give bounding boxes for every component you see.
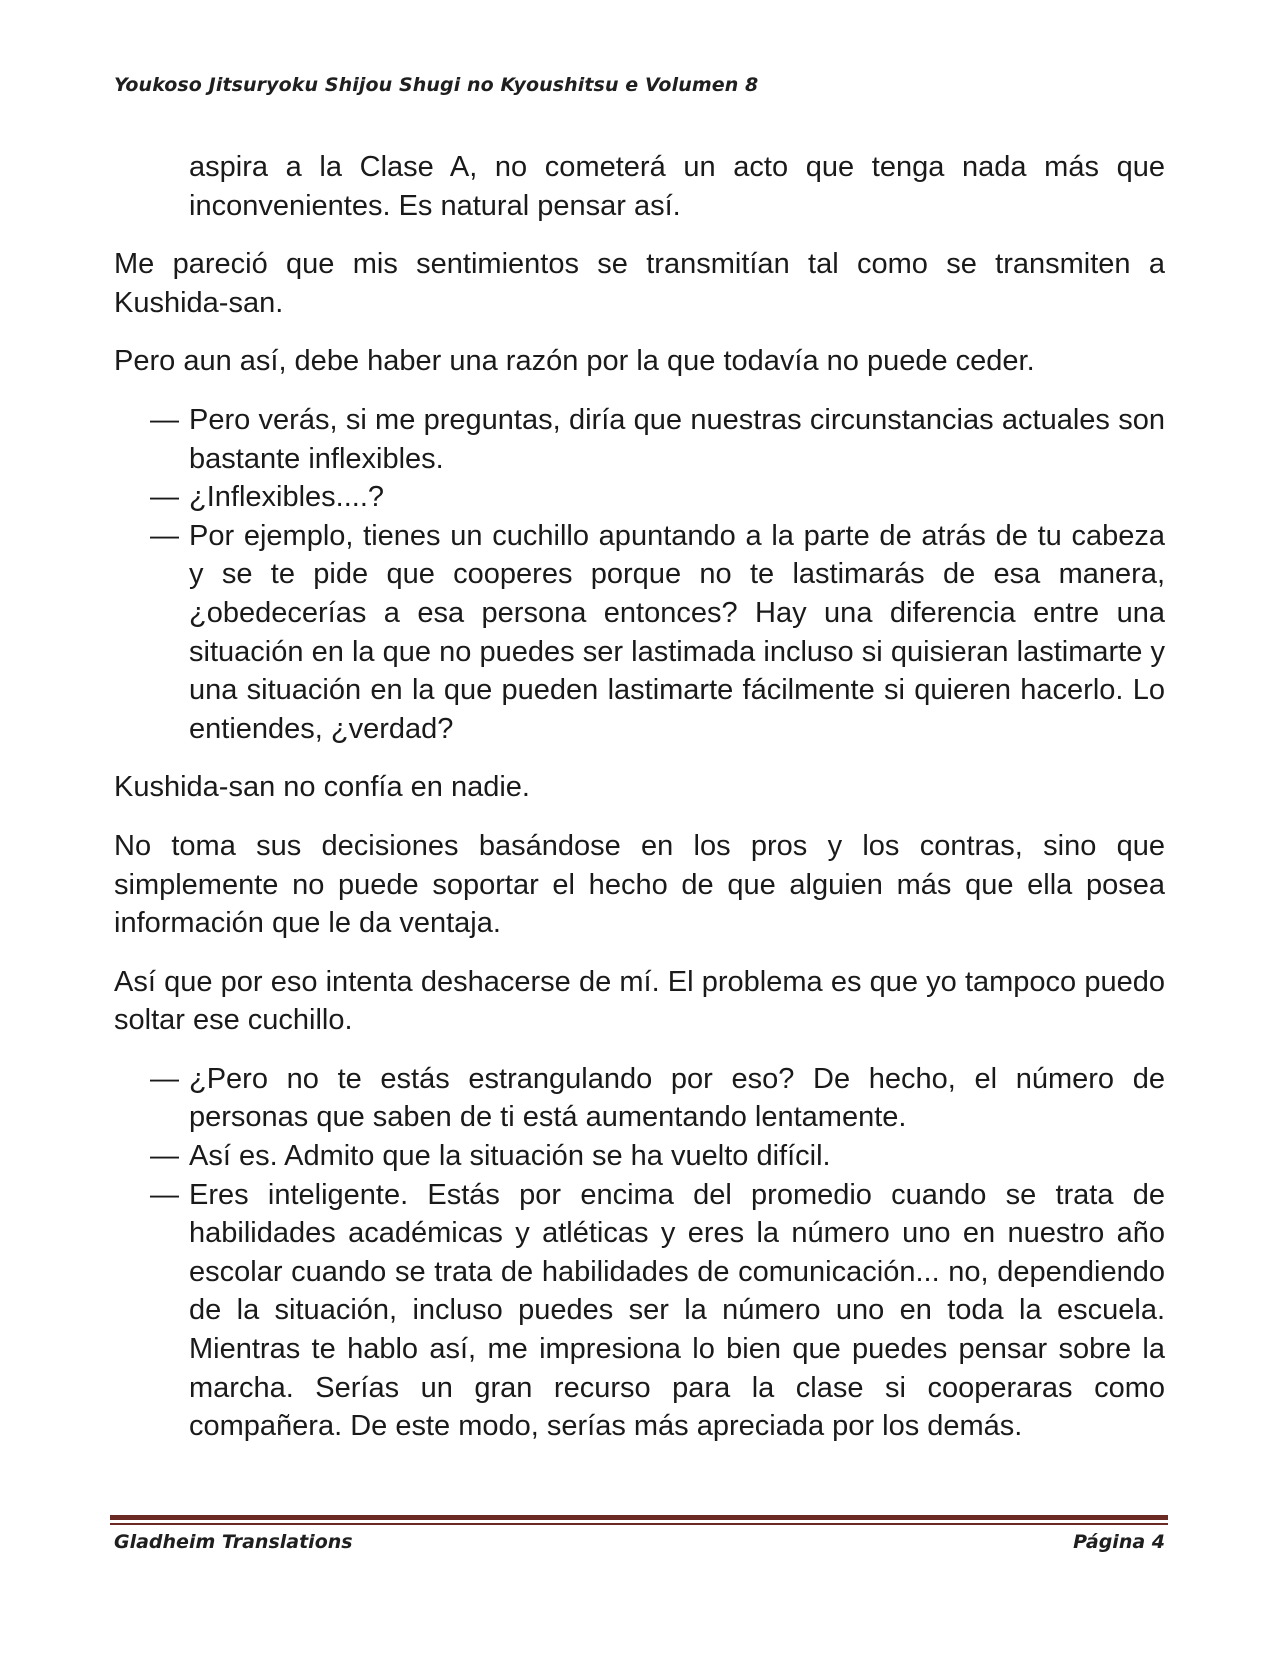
dialogue-text: Eres inteligente. Estás por encima del promedio cuando se trata de habilidades académicas y atléticas y eres la número uno en nuestro año escolar cuando se trata de habilidades de comunicación... no, dependiendo de la situación, incluso puedes ser la número uno en toda la escuela. Mientras te hablo así, me impresiona lo bien que puedes pensar sobre la marcha. Serías un gran recurso para la clase si cooperaras como compañera. De este modo, serías más apreciada por los demás. [189, 1178, 1165, 1443]
paragraph: Pero aun así, debe haber una razón por la que todavía no puede ceder. [114, 345, 1035, 378]
paragraph: Así que por eso intenta deshacerse de mí. El problema es que yo tampoco puedo soltar ese cuchillo. [114, 965, 1165, 1037]
dialogue-dash: — [150, 403, 179, 436]
dialogue-text: Así es. Admito que la situación se ha vuelto difícil. [189, 1140, 831, 1173]
dialogue-line [114, 517, 1165, 749]
dialogue-dash: — [150, 481, 179, 514]
paragraph: No toma sus decisiones basándose en los pros y los contras, sino que simplemente no puede soportar el hecho de que alguien más que ella posea información que le da ventaja. [114, 829, 1165, 940]
footer-divider-thick [110, 1515, 1168, 1520]
footer-publisher: Gladheim Translations [114, 1531, 353, 1553]
page-body [114, 148, 1165, 1466]
dialogue-dash: — [150, 1062, 179, 1095]
dialogue-line [114, 1176, 1165, 1446]
paragraph: Kushida-san no confía en nadie. [114, 771, 530, 804]
dialogue-text: ¿Pero no te estás estrangulando por eso? De hecho, el número de personas que saben de ti está aumentando lentamente. [189, 1062, 1165, 1134]
dialogue-text: Pero verás, si me preguntas, diría que nuestras circunstancias actuales son bastante inflexibles. [189, 403, 1165, 475]
dialogue-line [114, 478, 1165, 517]
dialogue-line [114, 1137, 1165, 1176]
footer-divider-thin [110, 1523, 1168, 1525]
paragraph: Me pareció que mis sentimientos se transmitían tal como se transmiten a Kushida-san. [114, 248, 1165, 319]
page-header-title: Youkoso Jitsuryoku Shijou Shugi no Kyoushitsu e Volumen 8 [114, 74, 759, 96]
footer-page-number: Página 4 [1073, 1531, 1165, 1553]
dialogue-text: ¿Inflexibles....? [189, 481, 385, 514]
dialogue-dash: — [150, 1140, 179, 1173]
dialogue-dash: — [150, 519, 179, 552]
dialogue-group [114, 1060, 1165, 1446]
dialogue-text: Por ejemplo, tienes un cuchillo apuntando a la parte de atrás de tu cabeza y se te pide que cooperes porque no te lastimarás de esa manera, ¿obedecerías a esa persona entonces? Hay una diferencia entre una situación en la que no puedes ser lastimada incluso si quisieran lastimarte y una situación en la que pueden lastimarte fácilmente si quieren hacerlo. Lo entiendes, ¿verdad? [189, 519, 1165, 745]
dialogue-line [114, 1060, 1165, 1137]
dialogue-line [114, 401, 1165, 478]
dialogue-group [114, 401, 1165, 748]
paragraph-continuation: aspira a la Clase A, no cometerá un acto que tenga nada más que inconvenientes. Es natural pensar así. [189, 151, 1165, 222]
dialogue-dash: — [150, 1178, 179, 1211]
